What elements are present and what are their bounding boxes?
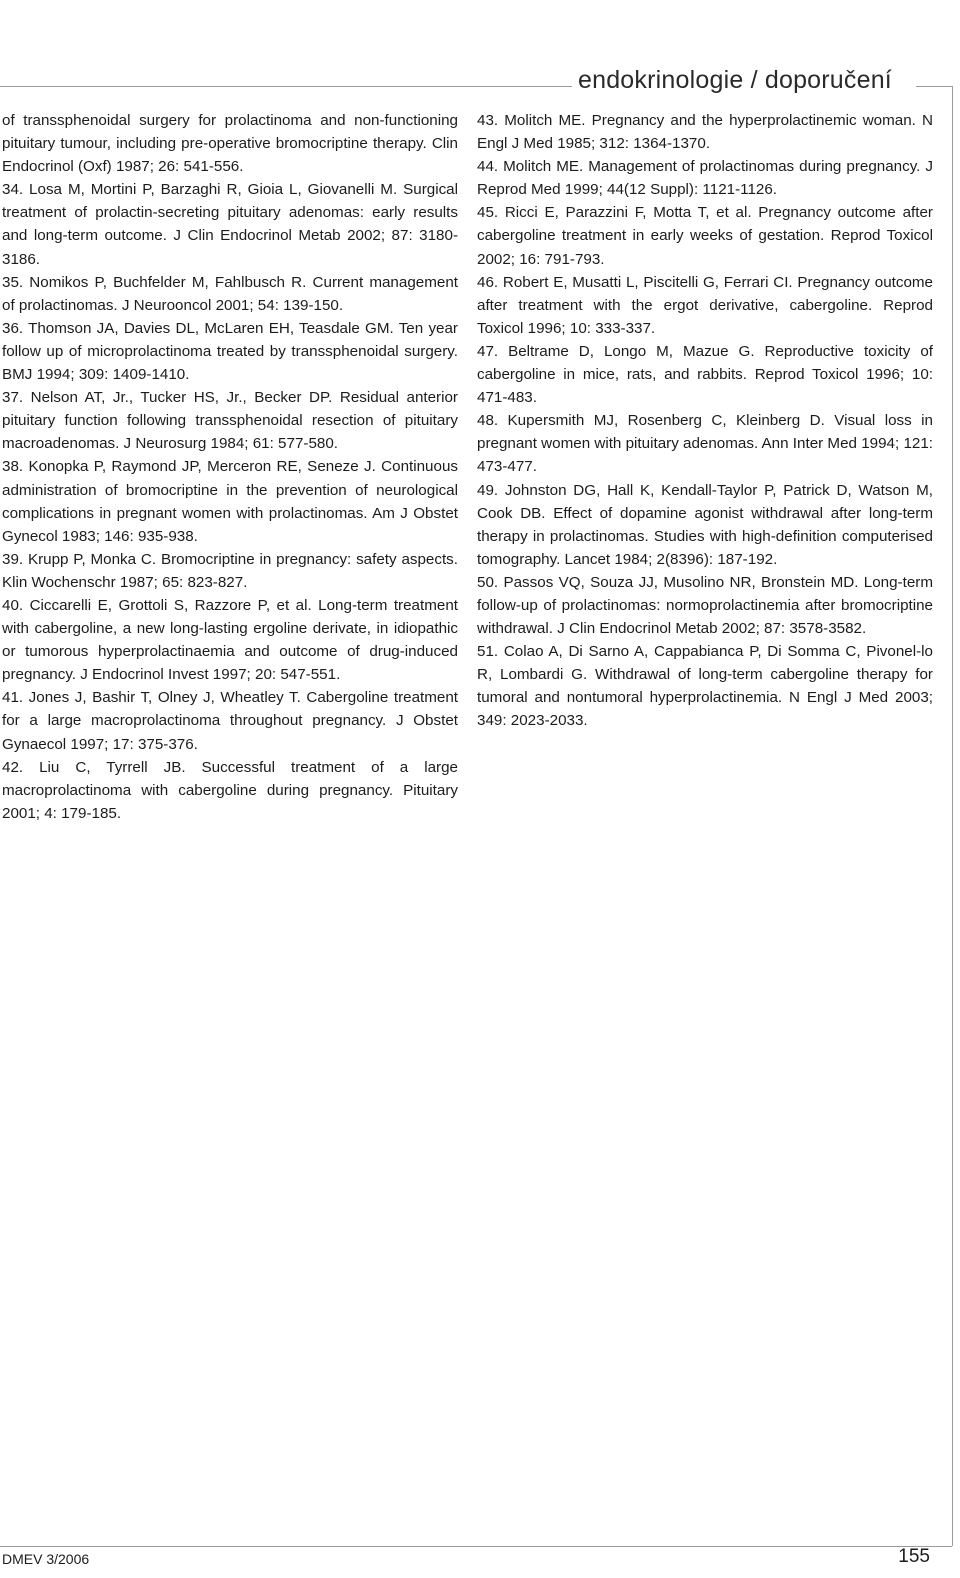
reference-40: 40. Ciccarelli E, Grottoli S, Razzore P, et al. Long-term treatment with cabergoline, a new long-lasting ergoline derivate, in idiopathic or tumorous hyperprolactinaemia and outcome of drug-induced pregnancy. J Endocrinol Invest 1997; 20: 547-551.: [2, 596, 458, 684]
reference-51: 51. Colao A, Di Sarno A, Cappabianca P, Di Somma C, Pivonel-lo R, Lombardi G. Withdrawal of long-term cabergoline therapy for tumoral and nontumoral hyperprolactinemia. N Engl J Med 2003; 349: 2023-2033.: [477, 643, 933, 730]
reference-39: 39. Krupp P, Monka C. Bromocriptine in pregnancy: safety aspects. Klin Wochenschr 1987; 65: 823-827.: [2, 550, 458, 591]
reference-45: 45. Ricci E, Parazzini F, Motta T, et al. Pregnancy outcome after cabergoline treatment in early weeks of gestation. Reprod Toxicol 2002; 16: 791-793.: [477, 204, 933, 268]
reference-41: 41. Jones J, Bashir T, Olney J, Wheatley T. Cabergoline treatment for a large macroprolactinoma throughout pregnancy. J Obstet Gynaecol 1997; 17: 375-376.: [2, 689, 458, 753]
references-left-column: [2, 109, 458, 825]
reference-46: 46. Robert E, Musatti L, Piscitelli G, Ferrari CI. Pregnancy outcome after treatment with the ergot derivative, cabergoline. Reprod Toxicol 1996; 10: 333-337.: [477, 273, 933, 337]
reference-37: 37. Nelson AT, Jr., Tucker HS, Jr., Becker DP. Residual anterior pituitary function following transsphenoidal resection of pituitary macroadenomas. J Neurosurg 1984; 61: 577-580.: [2, 389, 458, 453]
reference-49: 49. Johnston DG, Hall K, Kendall-Taylor P, Patrick D, Watson M, Cook DB. Effect of dopamine agonist withdrawal after long-term therapy in prolactinomas. Studies with high-definition computerised tomography. Lancet 1984; 2(8396): 187-192.: [477, 481, 933, 568]
references-right-column: [477, 109, 933, 733]
reference-38: 38. Konopka P, Raymond JP, Merceron RE, Seneze J. Continuous administration of bromocriptine in the prevention of neurological complications in pregnant women with prolactinomas. Am J Obstet Gynecol 1983; 146: 935-938.: [2, 458, 458, 545]
reference-42: 42. Liu C, Tyrrell JB. Successful treatment of a large macroprolactinoma with cabergoline during pregnancy. Pituitary 2001; 4: 179-185.: [2, 758, 458, 822]
side-rule: [952, 86, 953, 1546]
reference-48: 48. Kupersmith MJ, Rosenberg C, Kleinberg D. Visual loss in pregnant women with pituitary adenomas. Ann Inter Med 1994; 121: 473-477.: [477, 412, 933, 476]
reference-50: 50. Passos VQ, Souza JJ, Musolino NR, Bronstein MD. Long-term follow-up of prolactinomas: normoprolactinemia after bromocriptine withdrawal. J Clin Endocrinol Metab 2002; 87: 3578-3582.: [477, 573, 933, 638]
reference-44: 44. Molitch ME. Management of prolactinomas during pregnancy. J Reprod Med 1999; 44(12 Suppl): 1121-1126.: [477, 158, 933, 199]
reference-43: 43. Molitch ME. Pregnancy and the hyperprolactinemic woman. N Engl J Med 1985; 312: 1364-1370.: [477, 112, 933, 153]
section-title: endokrinologie / doporučení: [578, 66, 892, 94]
reference-33-continued: of transsphenoidal surgery for prolactinoma and non-functioning pituitary tumour, including pre-operative bromocriptine therapy. Clin Endocrinol (Oxf) 1987; 26: 541-556.: [2, 112, 458, 176]
reference-34: 34. Losa M, Mortini P, Barzaghi R, Gioia L, Giovanelli M. Surgical treatment of prolactin-secreting pituitary adenomas: early results and long-term outcome. J Clin Endocrinol Metab 2002; 87: 3180-3186.: [2, 181, 458, 268]
footer-rule: [0, 1546, 952, 1547]
page-number: 155: [898, 1546, 930, 1567]
reference-47: 47. Beltrame D, Longo M, Mazue G. Reproductive toxicity of cabergoline in mice, rats, and rabbits. Reprod Toxicol 1996; 10: 471-483.: [477, 342, 933, 407]
footer-journal-issue: DMEV 3/2006: [2, 1551, 90, 1567]
header-rule-right: [916, 86, 952, 87]
reference-35: 35. Nomikos P, Buchfelder M, Fahlbusch R. Current management of prolactinomas. J Neurooncol 2001; 54: 139-150.: [2, 273, 458, 314]
reference-36: 36. Thomson JA, Davies DL, McLaren EH, Teasdale GM. Ten year follow up of microprolactinoma treated by transsphenoidal surgery. BMJ 1994; 309: 1409-1410.: [2, 319, 458, 384]
header-rule-left: [0, 86, 572, 87]
